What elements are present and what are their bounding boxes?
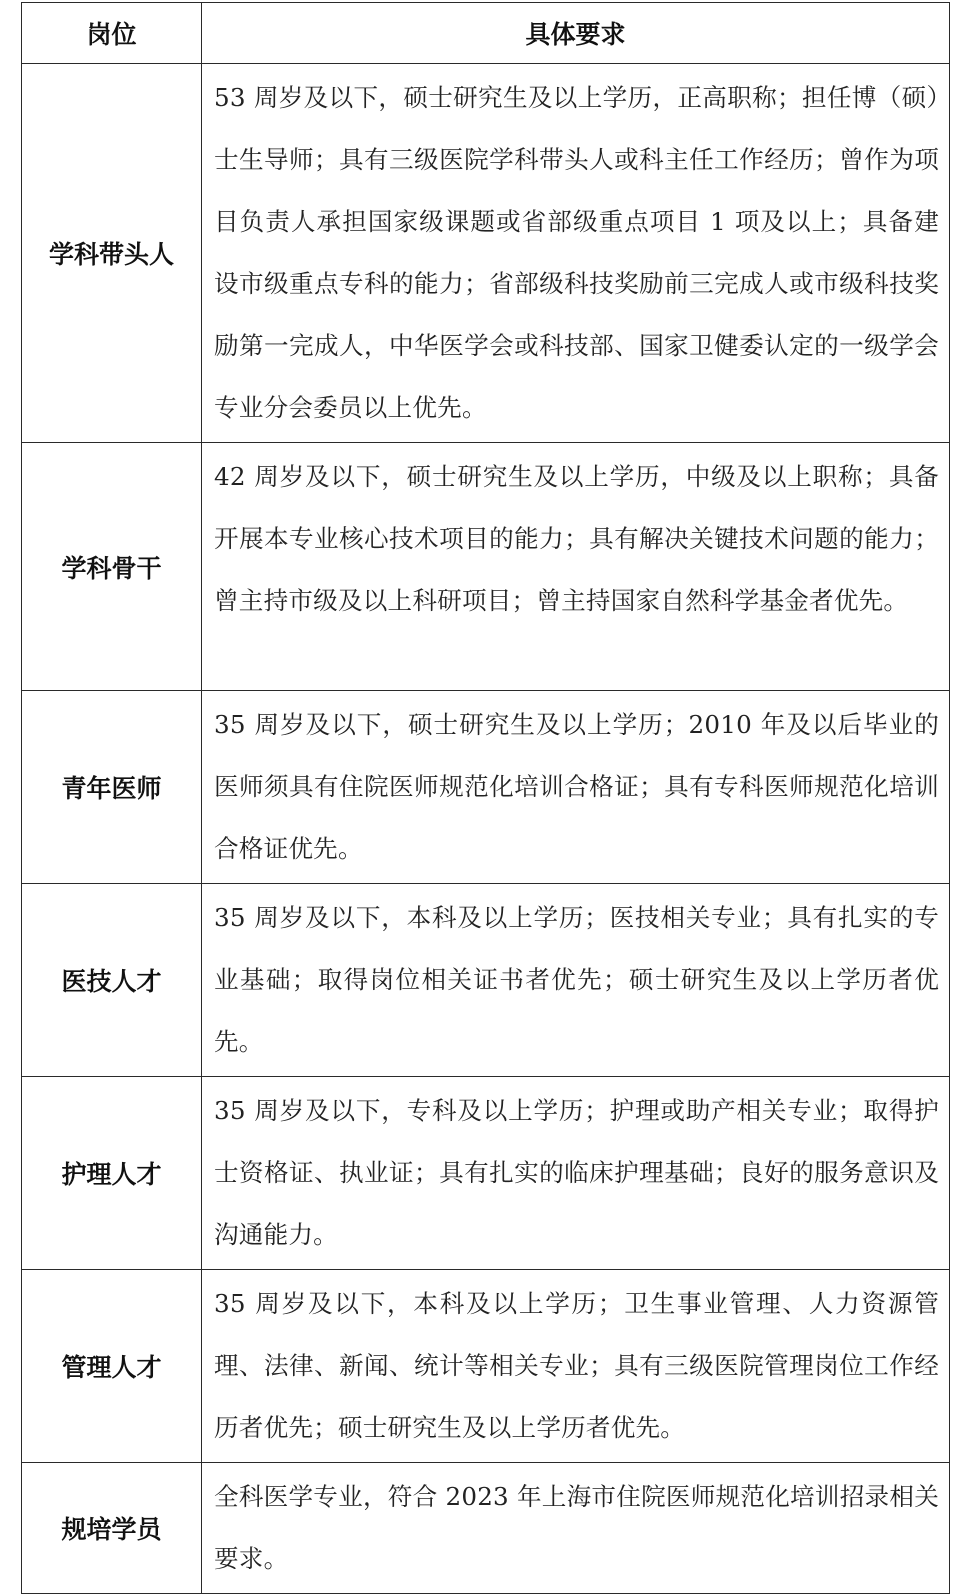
table-row [22,691,950,884]
header-requirements: 具体要求 [202,3,950,64]
requirement-cell: 35 周岁及以下，本科及以上学历；卫生事业管理、人力资源管理、法律、新闻、统计等相关专业；具有三级医院管理岗位工作经历者优先；硕士研究生及以上学历者优先。 [202,1270,950,1463]
table-row [22,443,950,691]
requirement-cell: 35 周岁及以下，专科及以上学历；护理或助产相关专业；取得护士资格证、执业证；具有扎实的临床护理基础；良好的服务意识及沟通能力。 [202,1077,950,1270]
table-row [22,884,950,1077]
position-cell: 医技人才 [22,884,202,1077]
position-cell: 规培学员 [22,1463,202,1594]
position-cell: 管理人才 [22,1270,202,1463]
requirement-cell: 35 周岁及以下，本科及以上学历；医技相关专业；具有扎实的专业基础；取得岗位相关证书者优先；硕士研究生及以上学历者优先。 [202,884,950,1077]
recruitment-requirements-table-wrapper [21,2,949,1594]
header-position: 岗位 [22,3,202,64]
recruitment-requirements-table [21,2,950,1594]
position-cell: 学科骨干 [22,443,202,691]
table-header-row [22,3,950,64]
position-cell: 学科带头人 [22,64,202,443]
table-row [22,1270,950,1463]
position-cell: 护理人才 [22,1077,202,1270]
table-row [22,1077,950,1270]
requirement-cell: 35 周岁及以下，硕士研究生及以上学历；2010 年及以后毕业的医师须具有住院医师规范化培训合格证；具有专科医师规范化培训合格证优先。 [202,691,950,884]
requirement-cell: 53 周岁及以下，硕士研究生及以上学历，正高职称；担任博（硕）士生导师；具有三级医院学科带头人或科主任工作经历；曾作为项目负责人承担国家级课题或省部级重点项目 1 项及以上；具备建设市级重点专科的能力；省部级科技奖励前三完成人或市级科技奖励第一完成人，中华医学会或科技部、国家卫健委认定的一级学会专业分会委员以上优先。 [202,64,950,443]
table-row [22,1463,950,1594]
requirement-cell: 全科医学专业，符合 2023 年上海市住院医师规范化培训招录相关要求。 [202,1463,950,1594]
requirement-cell: 42 周岁及以下，硕士研究生及以上学历，中级及以上职称；具备开展本专业核心技术项目的能力；具有解决关键技术问题的能力；曾主持市级及以上科研项目；曾主持国家自然科学基金者优先。 [202,443,950,691]
table-row [22,64,950,443]
position-cell: 青年医师 [22,691,202,884]
